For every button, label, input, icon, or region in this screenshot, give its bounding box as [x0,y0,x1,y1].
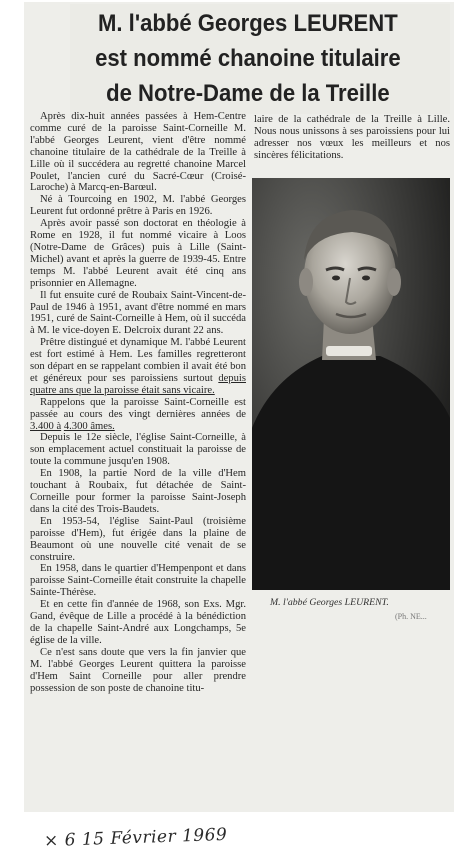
paragraph-1: Après dix-huit années passées à Hem-Centre comme curé de la paroisse Saint-Corneille M. l'abbé Georges Leurent, vient d'être nommé chanoine titulaire de la cathédrale de la Treille à Lille où il succédera au regretté chanoine Marcel Poulet, l'ancien curé du Sacré-Cœur (Croisé-Laroche) à Marcq-en-Barœul. [30,111,246,194]
paragraph-5-text: Prêtre distingué et dynamique M. l'abbé Leurent est fort estimé à Hem. Les familles regretteront son départ en se rappelant combien il avait été bon et généreux pour ses paroissiens surtout [30,337,246,384]
paragraph-continuation: laire de la cathédrale de la Treille à Lille. Nous nous unissons à ses paroissiens pour lui adresser nos vœux les meilleurs et nos sincères félicitations. [254,114,450,161]
paragraph-6-text: Rappelons que la paroisse Saint-Corneille est passée au cours des vingt dernières années de [30,396,246,420]
underlined-population-b: 4.300 âmes. [63,420,115,432]
paragraph-8: En 1908, la partie Nord de la ville d'Hem touchant à Roubaix, fut détachée de Saint-Corneille pour former la paroisse Saint-Joseph dans la cité des Trois-Baudets. [30,468,246,515]
photo-credit: (Ph. NE... [395,612,427,621]
paragraph-7: Depuis le 12e siècle, l'église Saint-Corneille, à son emplacement actuel constituait la paroisse de toute la commune jusqu'en 1908. [30,432,246,468]
underlined-passage-vicaire: depuis quatre ans que la paroisse était sans vicaire. [30,372,246,396]
headline-line-3: de Notre-Dame de la Treille [106,80,390,107]
cassock [252,356,450,590]
article-column-left [30,111,246,694]
photo-caption: M. l'abbé Georges LEURENT. [270,597,389,608]
paragraph-12: Ce n'est sans doute que vers la fin janvier que M. l'abbé Georges Leurent quittera la paroisse d'Hem Saint Corneille pour aller prendre possession de son poste de chanoine titu- [30,646,246,694]
underlined-population-a: 3.400 à [30,420,62,432]
article-column-right [254,114,450,162]
paragraph-10: En 1958, dans le quartier d'Hempenpont et dans paroisse Saint-Corneille était construite la chapelle Sainte-Thérèse. [30,563,246,599]
portrait-photo [252,178,450,590]
headline-line-1: M. l'abbé Georges LEURENT [98,10,398,37]
paragraph-11: Et en cette fin d'année de 1968, son Exs. Mgr. Gand, évêque de Lille a procédé à la bénédiction de la chapelle Saint-André aux Longchamps, 5e église de la ville. [30,599,246,646]
paragraph-9: En 1953-54, l'église Saint-Paul (troisième paroisse d'Hem), fut érigée dans la plaine de Beaumont où une nouvelle cité venait de se construire. [30,515,246,563]
paragraph-6 [30,397,246,433]
paragraph-2: Né à Tourcoing en 1902, M. l'abbé Georges Leurent fut ordonné prêtre à Paris en 1926. [30,194,246,218]
paragraph-5 [30,337,246,397]
portrait-illustration [252,178,450,590]
headline [74,6,422,111]
clerical-collar [326,346,372,356]
handwritten-date-note: × 6 15 Février 1969 [43,824,228,852]
paragraph-3: Après avoir passé son doctorat en théologie à Rome en 1928, il fut nommé vicaire à Loos (Notre-Dame de Grâces) puis à Lille (Saint-Michel) avant et après la guerre de 1939-45. Entre temps M. l'abbé Leurent avait été cinq ans prisonnier en Allemagne. [30,218,246,289]
headline-line-2: est nommé chanoine titulaire [95,45,401,72]
paragraph-4: Il fut ensuite curé de Roubaix Saint-Vincent-de-Paul de 1946 à 1951, avant d'être nommé en mars 1951, curé de Saint-Corneille à Hem, où il succéda à M. le vice-doyen E. Delcroix durant 22 ans. [30,289,246,337]
